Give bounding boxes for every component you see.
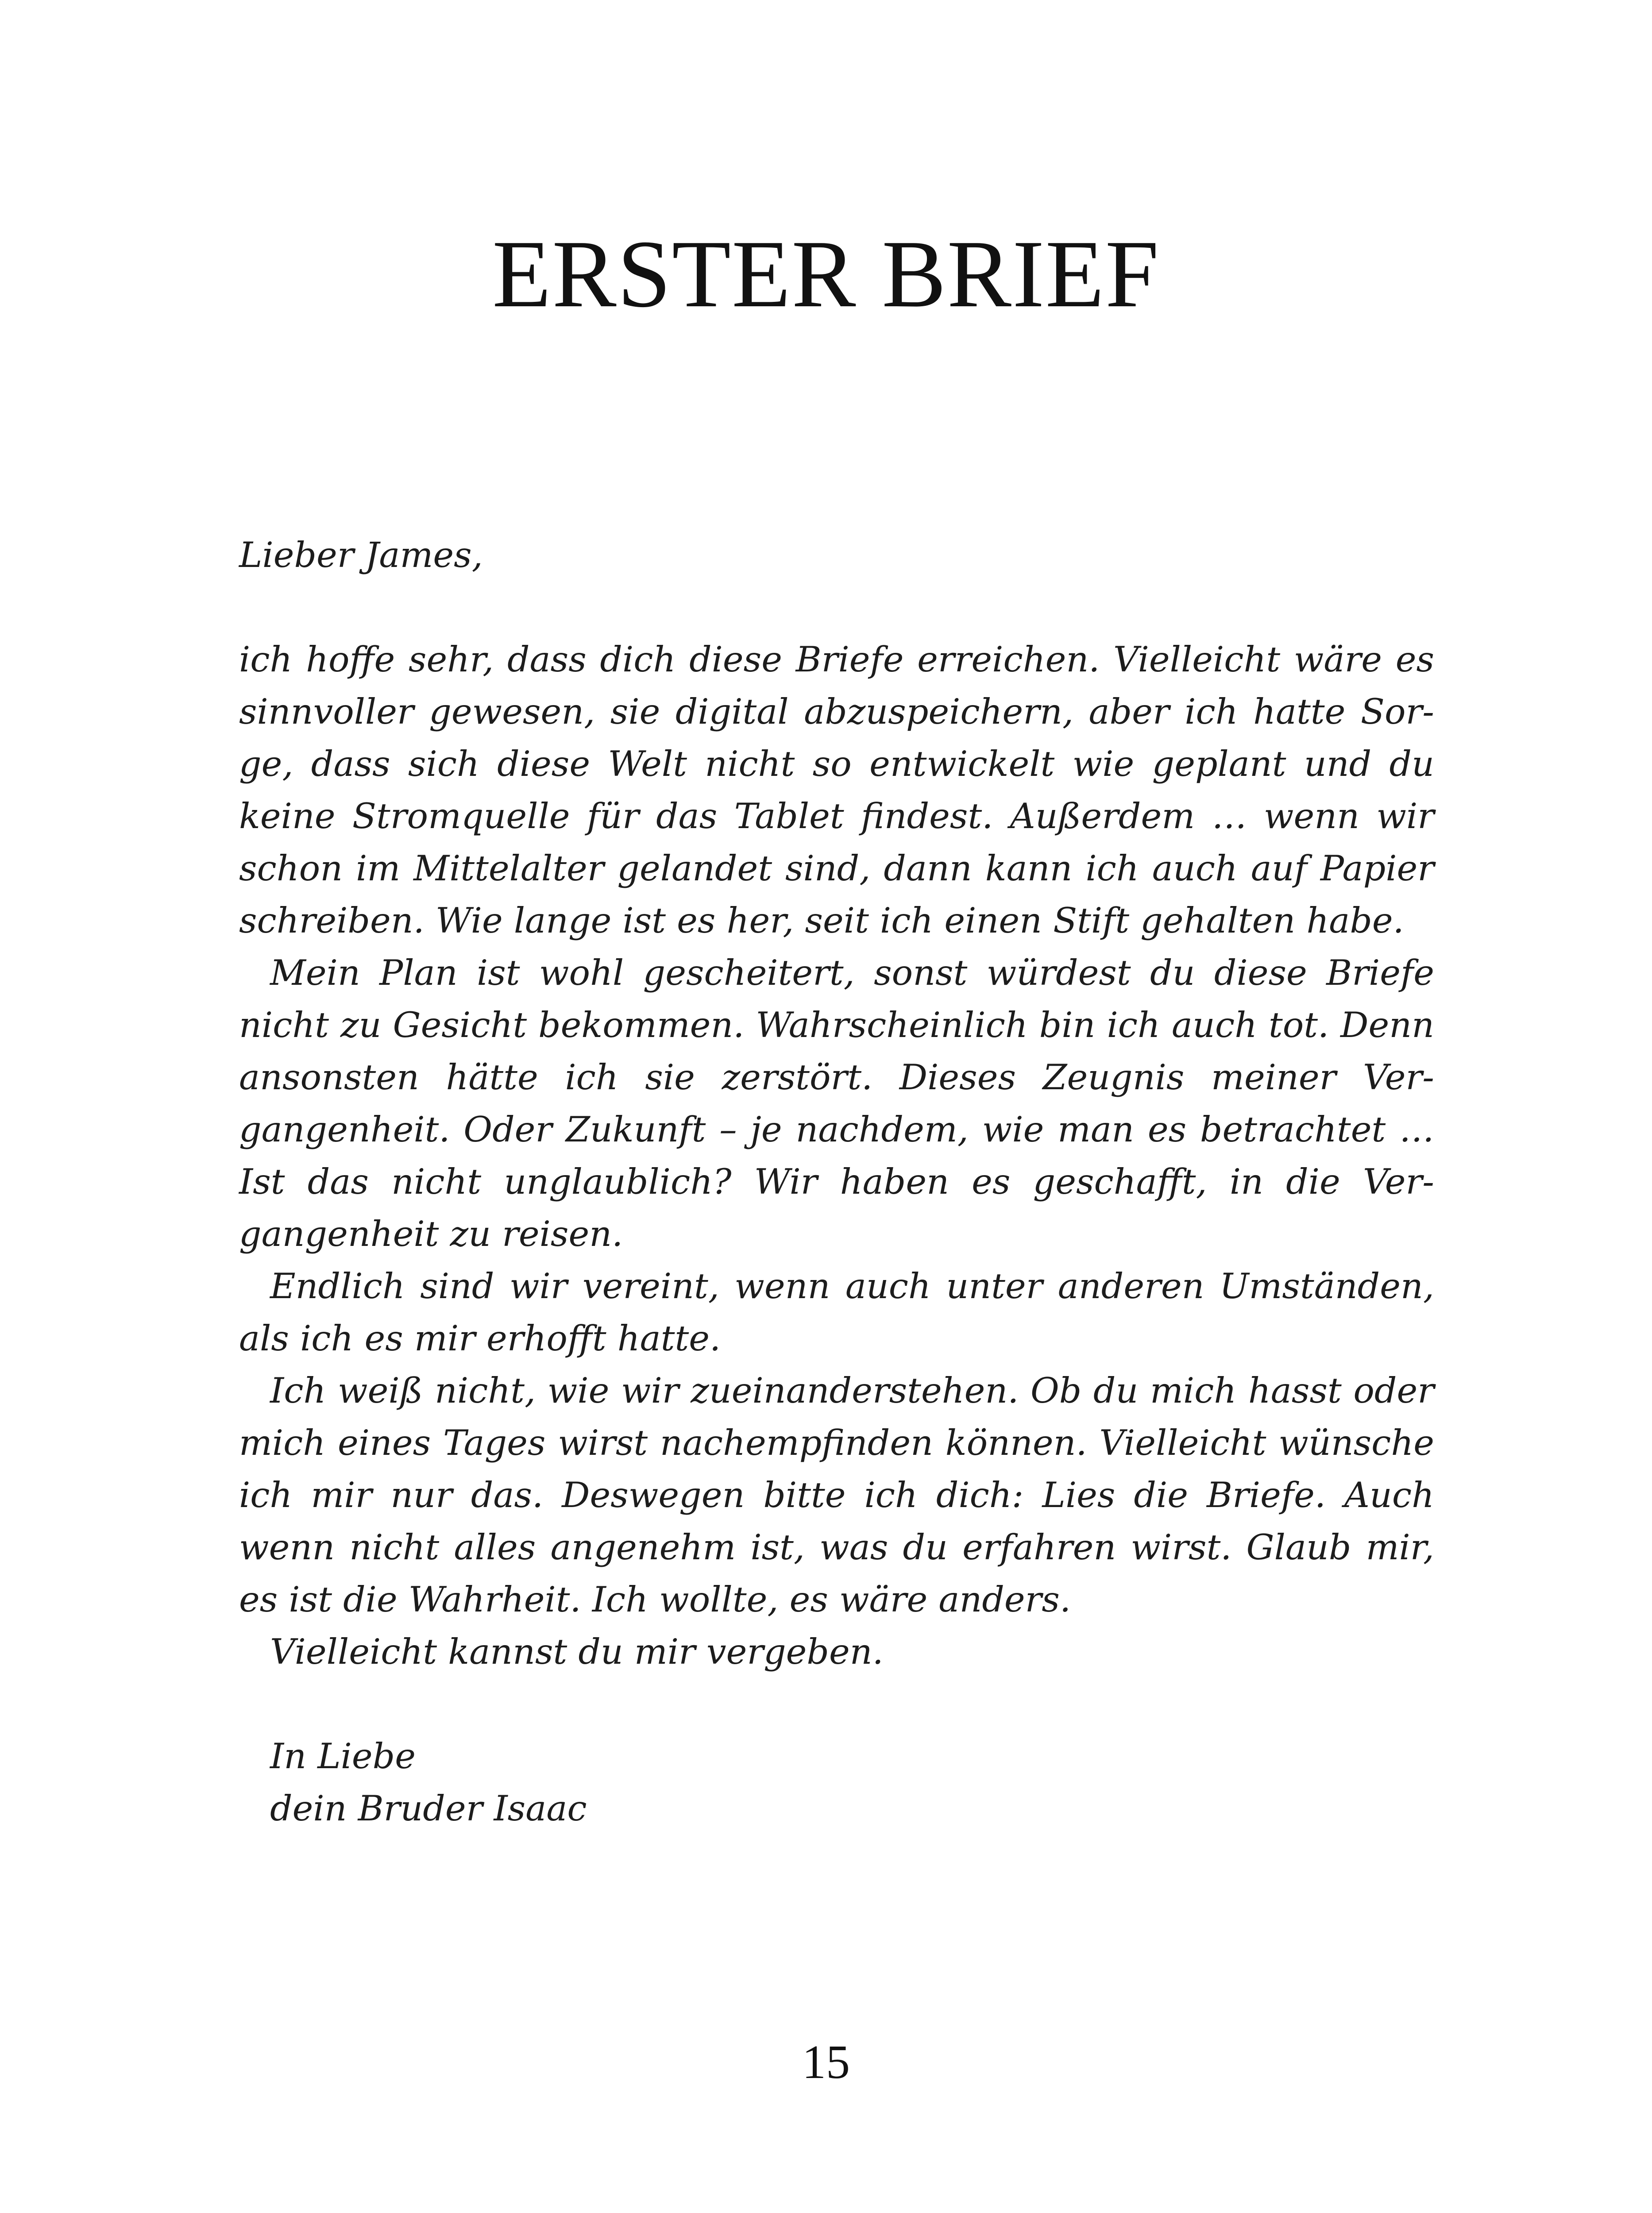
closing-line: In Liebe bbox=[270, 1736, 416, 1777]
letter-salutation: Lieber James, bbox=[239, 535, 483, 575]
letter-body bbox=[239, 529, 1434, 1835]
letter-paragraph-3: Endlich sind wir vereint, wenn auch unter anderen Umständen, als ich es mir erhofft hatte. bbox=[239, 1266, 1434, 1359]
page-number: 15 bbox=[802, 2036, 850, 2089]
letter-paragraph-2: Mein Plan ist wohl gescheitert, sonst würdest du diese Briefe nicht zu Gesicht bekommen. Wahrscheinlich bin ich auch tot. Denn ansonsten hätte ich sie zerstört. Dieses Zeugnis meiner Vergangenheit. Oder Zukunft – je nachdem, wie man es betrachtet … Ist das nicht unglaublich? Wir haben es geschafft, in die Vergangenheit zu reisen. bbox=[239, 952, 1434, 1254]
letter-paragraph-1: ich hoffe sehr, dass dich diese Briefe erreichen. Vielleicht wäre es sinnvoller gewesen, sie digital abzuspeichern, aber ich hatte Sorge, dass sich diese Welt nicht so entwickelt wie geplant und du keine Stromquelle für das Tablet findest. Außerdem … wenn wir schon im Mittelalter gelandet sind, dann kann ich auch auf Papier schreiben. Wie lange ist es her, seit ich einen Stift gehalten habe. bbox=[239, 639, 1434, 941]
letter-paragraph-4: Ich weiß nicht, wie wir zueinanderstehen. Ob du mich hasst oder mich eines Tages wirst nachempfinden können. Vielleicht wünsche ich mir nur das. Deswegen bitte ich dich: Lies die Briefe. Auch wenn nicht alles angenehm ist, was du erfahren wirst. Glaub mir, es ist die Wahrheit. Ich wollte, es wäre anders. bbox=[239, 1370, 1434, 1620]
chapter-title: ERSTER BRIEF bbox=[492, 221, 1160, 328]
letter-closing bbox=[270, 1730, 1434, 1835]
letter-paragraph-5: Vielleicht kannst du mir vergeben. bbox=[270, 1631, 884, 1672]
signature-line: dein Bruder Isaac bbox=[270, 1788, 587, 1829]
